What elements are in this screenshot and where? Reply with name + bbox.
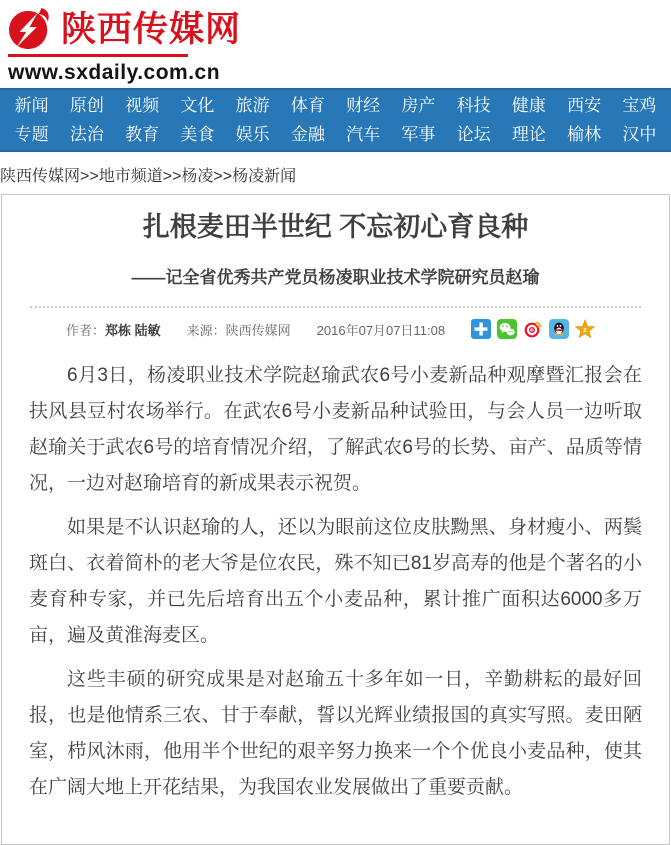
nav-item-hanzhong[interactable]: 汉中 <box>622 124 657 144</box>
nav-item-sports[interactable]: 体育 <box>290 95 325 115</box>
source-name: 陕西传媒网 <box>225 322 291 338</box>
nav-item-finance[interactable]: 财经 <box>346 95 381 115</box>
site-url: www.sxdaily.com.cn <box>8 61 221 84</box>
share-more-icon[interactable] <box>471 319 491 339</box>
site-header <box>0 0 671 88</box>
author-name: 郑栋 陆敏 <box>105 322 161 338</box>
breadcrumb-separator: >> <box>80 168 99 185</box>
nav-item-health[interactable]: 健康 <box>511 95 546 115</box>
share-bar <box>471 319 595 339</box>
site-logo[interactable] <box>8 7 671 51</box>
nav-item-auto[interactable]: 汽车 <box>346 124 381 144</box>
author-label: 作者： <box>66 322 106 338</box>
nav-item-baoji[interactable]: 宝鸡 <box>622 95 657 115</box>
logo-globe-icon <box>8 7 54 51</box>
dotted-divider <box>30 306 641 308</box>
article-body <box>29 358 642 806</box>
nav-item-tech[interactable]: 科技 <box>456 95 491 115</box>
author-segment <box>66 320 161 339</box>
main-nav <box>0 88 671 152</box>
nav-item-news[interactable]: 新闻 <box>14 95 49 115</box>
wechat-icon[interactable] <box>497 319 517 339</box>
nav-item-original[interactable]: 原创 <box>69 95 104 115</box>
article-container <box>1 194 670 845</box>
source-segment <box>187 320 291 339</box>
weibo-icon[interactable] <box>523 319 543 339</box>
breadcrumb-site[interactable]: 陕西传媒网 <box>0 168 81 185</box>
article-paragraph: 如果是不认识赵瑜的人，还以为眼前这位皮肤黝黑、身材瘦小、两鬓斑白、衣着简朴的老大爷是位农民，殊不知已81岁高寿的他是个著名的小麦育种专家，并已先后培育出五个小麦品种，累计推广面积达6000多万亩，遍及黄淮海麦区。 <box>29 517 642 646</box>
article-paragraph: 6月3日，杨凌职业技术学院赵瑜武农6号小麦新品种观摩暨汇报会在扶风县豆村农场举行。在武农6号小麦新品种试验田，与会人员一边听取赵瑜关于武农6号的培育情况介绍，了解武农6号的长势、亩产、品质等情况，一边对赵瑜培育的新成果表示祝贺。 <box>29 365 642 494</box>
nav-item-law[interactable]: 法治 <box>69 124 104 144</box>
nav-item-xian[interactable]: 西安 <box>567 95 602 115</box>
article-subtitle: ——记全省优秀共产党员杨凌职业技术学院研究员赵瑜 <box>131 268 540 287</box>
svg-text:z: z <box>583 324 587 334</box>
article-paragraph: 这些丰硕的研究成果是对赵瑜五十多年如一日，辛勤耕耘的最好回报，也是他情系三农、甘于奉献，誓以光辉业绩报国的真实写照。麦田陋室，栉风沐雨，他用半个世纪的艰辛努力换来一个个优良小麦品种，使其在广阔大地上开花结果，为我国农业发展做出了重要贡献。 <box>29 669 642 798</box>
qzone-icon[interactable] <box>575 319 595 339</box>
breadcrumb-separator: >> <box>213 168 233 185</box>
nav-item-entertainment[interactable]: 娱乐 <box>235 124 270 144</box>
article-byline <box>30 316 641 342</box>
nav-item-education[interactable]: 教育 <box>125 124 160 144</box>
breadcrumb-yangling-news[interactable]: 杨凌新闻 <box>232 168 297 185</box>
nav-item-special[interactable]: 专题 <box>14 124 49 144</box>
source-label: 来源： <box>186 322 226 338</box>
breadcrumb-yangling[interactable]: 杨凌 <box>181 168 214 185</box>
nav-item-travel[interactable]: 旅游 <box>235 95 270 115</box>
nav-item-food[interactable]: 美食 <box>180 124 215 144</box>
nav-item-military[interactable]: 军事 <box>401 124 436 144</box>
nav-item-theory[interactable]: 理论 <box>511 124 546 144</box>
nav-item-forum[interactable]: 论坛 <box>456 124 491 144</box>
breadcrumb-channel[interactable]: 地市频道 <box>98 168 163 185</box>
nav-item-realestate[interactable]: 房产 <box>401 95 436 115</box>
nav-item-video[interactable]: 视频 <box>125 95 160 115</box>
article-title: 扎根麦田半世纪 不忘初心育良种 <box>142 212 529 242</box>
breadcrumb <box>0 163 671 186</box>
site-name: 陕西传媒网 <box>61 9 242 49</box>
nav-item-banking[interactable]: 金融 <box>290 124 325 144</box>
publish-datetime: 2016年07月07日11:08 <box>316 322 446 338</box>
breadcrumb-separator: >> <box>162 168 182 185</box>
nav-item-culture[interactable]: 文化 <box>180 95 215 115</box>
qq-icon[interactable] <box>549 319 569 339</box>
logo-underline <box>8 54 188 57</box>
nav-item-yulin[interactable]: 榆林 <box>567 124 602 144</box>
